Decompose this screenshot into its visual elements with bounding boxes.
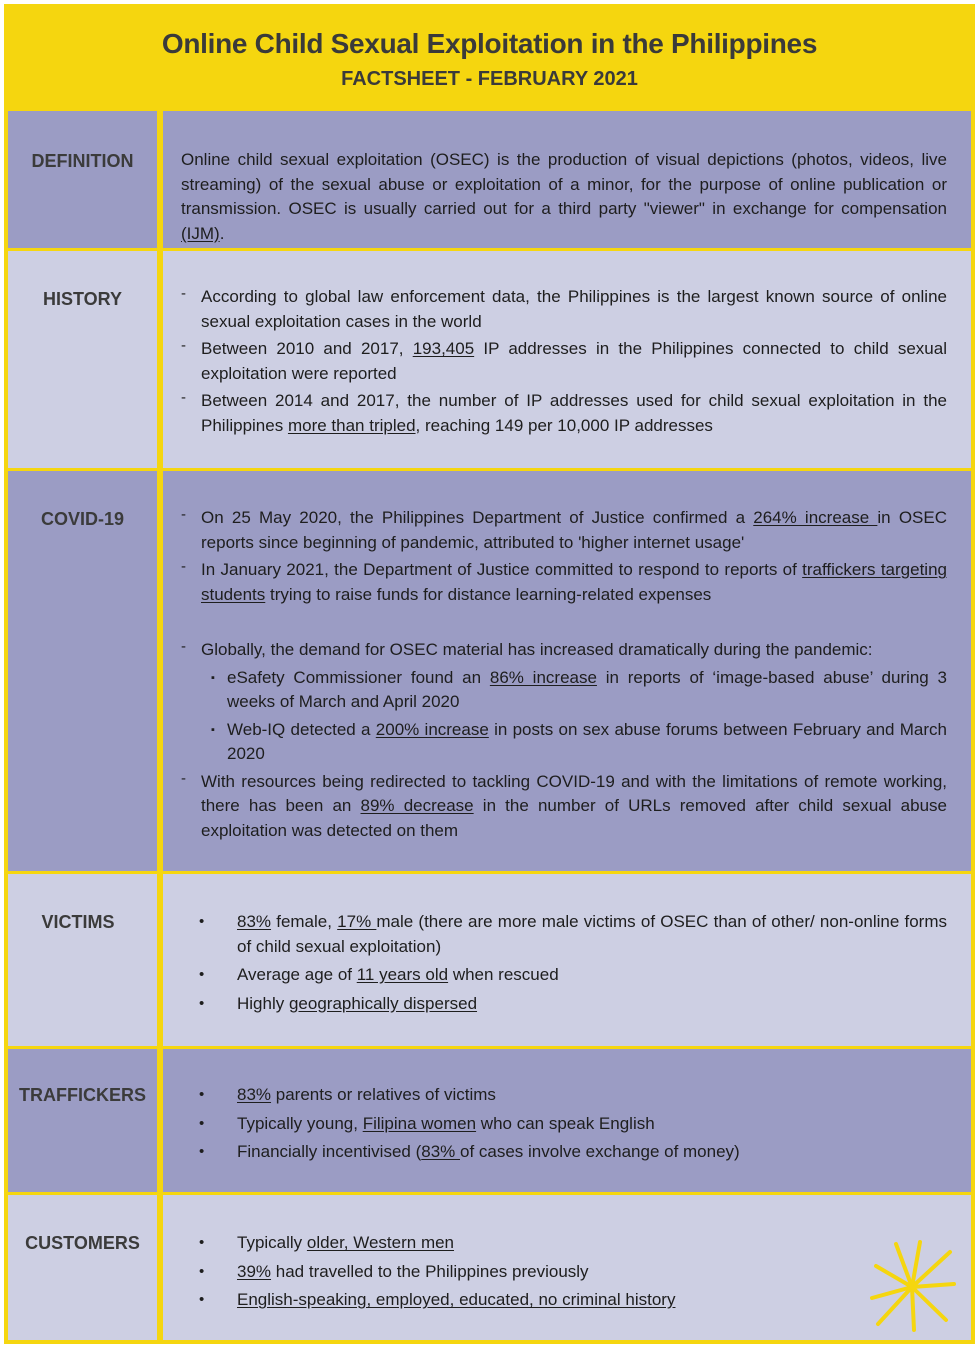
list-item: - With resources being redirected to tackling COVID-19 and with the limitations of remote working, there has been an 89% decrease in the number of URLs removed after child sexual abuse exploitation was detected on them bbox=[181, 769, 947, 840]
victims-list bbox=[181, 910, 947, 1020]
section-label-cell bbox=[8, 471, 157, 871]
section-covid bbox=[8, 471, 971, 871]
source-link[interactable]: 264% increase bbox=[753, 508, 878, 527]
list-item: • 83% parents or relatives of victims bbox=[199, 1085, 496, 1104]
page-title: Online Child Sexual Exploitation in the Philippines bbox=[161, 28, 818, 59]
source-link[interactable]: 17% bbox=[337, 912, 377, 931]
source-link[interactable]: 11 years old bbox=[356, 965, 449, 984]
list-item: - Between 2014 and 2017, the number of IP addresses used for child sexual exploitation in the Philippines more than tripled, reaching 149 per 10,000 IP addresses bbox=[181, 389, 947, 435]
list-item: - According to global law enforcement data, the Philippines is the largest known source of online sexual exploitation cases in the world bbox=[181, 285, 947, 331]
list-item: - On 25 May 2020, the Philippines Department of Justice confirmed a 264% increase in OSEC reports since beginning of pandemic, attributed to 'higher internet usage' bbox=[181, 506, 947, 552]
list-item: • English-speaking, employed, educated, no criminal history bbox=[199, 1290, 676, 1309]
section-label: DEFINITION bbox=[31, 151, 134, 171]
list-item: • Average age of 11 years old when rescued bbox=[199, 965, 559, 984]
list-item: - In January 2021, the Department of Justice committed to respond to reports of traffickers targeting students trying to raise funds for distance learning-related expenses bbox=[181, 558, 947, 604]
list-item: • Highly geographically dispersed bbox=[199, 993, 478, 1013]
section-body-cell bbox=[163, 874, 971, 1046]
section-victims bbox=[8, 874, 971, 1046]
section-customers bbox=[8, 1195, 971, 1340]
source-link[interactable]: 89% decrease bbox=[360, 796, 474, 815]
source-link[interactable]: older, Western men bbox=[306, 1233, 455, 1252]
source-link[interactable]: Filipina women bbox=[362, 1113, 477, 1133]
list-item: • Financially incentivised (83% of cases involve exchange of money) bbox=[199, 1142, 740, 1161]
source-link[interactable]: 83% bbox=[237, 912, 272, 931]
header-banner bbox=[4, 4, 975, 110]
sub-list-item: ▪ Web-IQ detected a 200% increase in posts on sex abuse forums between February and March 2020 bbox=[211, 719, 948, 763]
source-link[interactable]: geographically dispersed bbox=[288, 993, 478, 1013]
definition-text: Online child sexual exploitation (OSEC) is the production of visual depictions (photos, videos, live streaming) of the sexual abuse or exploitation of a minor, for the purpose of online publication or transmission. OSEC is usually carried out for a third party "viewer" in exchange for compensation (IJM). bbox=[181, 150, 947, 243]
section-label: COVID-19 bbox=[40, 509, 125, 529]
customers-list bbox=[181, 1231, 947, 1317]
source-link[interactable]: English-speaking, employed, educated, no criminal history bbox=[237, 1290, 676, 1309]
source-link[interactable]: more than tripled bbox=[287, 415, 416, 435]
sub-list-item: ▪ eSafety Commissioner found an 86% increase in reports of ‘image-based abuse’ during 3 weeks of March and April 2020 bbox=[211, 667, 947, 711]
list-item: • 83% female, 17% male (there are more male victims of OSEC than of other/ non-online forms of child sexual exploitation) bbox=[199, 912, 947, 956]
source-link[interactable]: 83% bbox=[237, 1085, 272, 1104]
section-label: CUSTOMERS bbox=[25, 1233, 140, 1253]
page-subtitle: FACTSHEET - FEBRUARY 2021 bbox=[341, 68, 638, 90]
section-body-cell bbox=[163, 111, 971, 248]
list-item: • Typically older, Western men bbox=[199, 1233, 455, 1252]
source-link[interactable]: traffickers targeting students bbox=[201, 560, 947, 604]
section-label-cell bbox=[8, 1049, 157, 1192]
history-list bbox=[181, 285, 947, 441]
list-item: - Between 2010 and 2017, 193,405 IP addresses in the Philippines connected to child sexual exploitation were reported bbox=[181, 337, 947, 383]
section-definition bbox=[8, 111, 971, 248]
list-item: - Globally, the demand for OSEC material has increased dramatically during the pandemic: bbox=[181, 638, 873, 659]
source-link[interactable]: 39% bbox=[237, 1261, 272, 1281]
section-body-cell bbox=[163, 1049, 971, 1192]
source-link-ijm[interactable]: (IJM) bbox=[181, 223, 220, 243]
section-body-cell bbox=[163, 251, 971, 468]
list-item: • 39% had travelled to the Philippines previously bbox=[199, 1261, 589, 1281]
section-label: VICTIMS bbox=[41, 912, 115, 932]
section-label-cell bbox=[8, 1195, 157, 1340]
section-label: HISTORY bbox=[42, 289, 122, 309]
traffickers-list bbox=[181, 1083, 947, 1169]
source-link[interactable]: 86% increase bbox=[489, 667, 597, 687]
source-link[interactable]: 200% increase bbox=[375, 719, 489, 739]
section-label-cell bbox=[8, 251, 157, 468]
section-body-cell bbox=[163, 471, 971, 871]
list-item: • Typically young, Filipina women who can speak English bbox=[199, 1113, 655, 1133]
section-label-cell bbox=[8, 111, 157, 248]
starburst-icon bbox=[868, 1240, 956, 1334]
factsheet bbox=[4, 4, 975, 1344]
section-history bbox=[8, 251, 971, 468]
section-traffickers bbox=[8, 1049, 971, 1192]
source-link[interactable]: 83% bbox=[421, 1142, 460, 1161]
covid-list bbox=[181, 506, 947, 846]
section-body-cell bbox=[163, 1195, 971, 1340]
source-link[interactable]: 193,405 bbox=[412, 339, 475, 358]
section-label-cell bbox=[8, 874, 157, 1046]
section-label: TRAFFICKERS bbox=[19, 1085, 146, 1105]
